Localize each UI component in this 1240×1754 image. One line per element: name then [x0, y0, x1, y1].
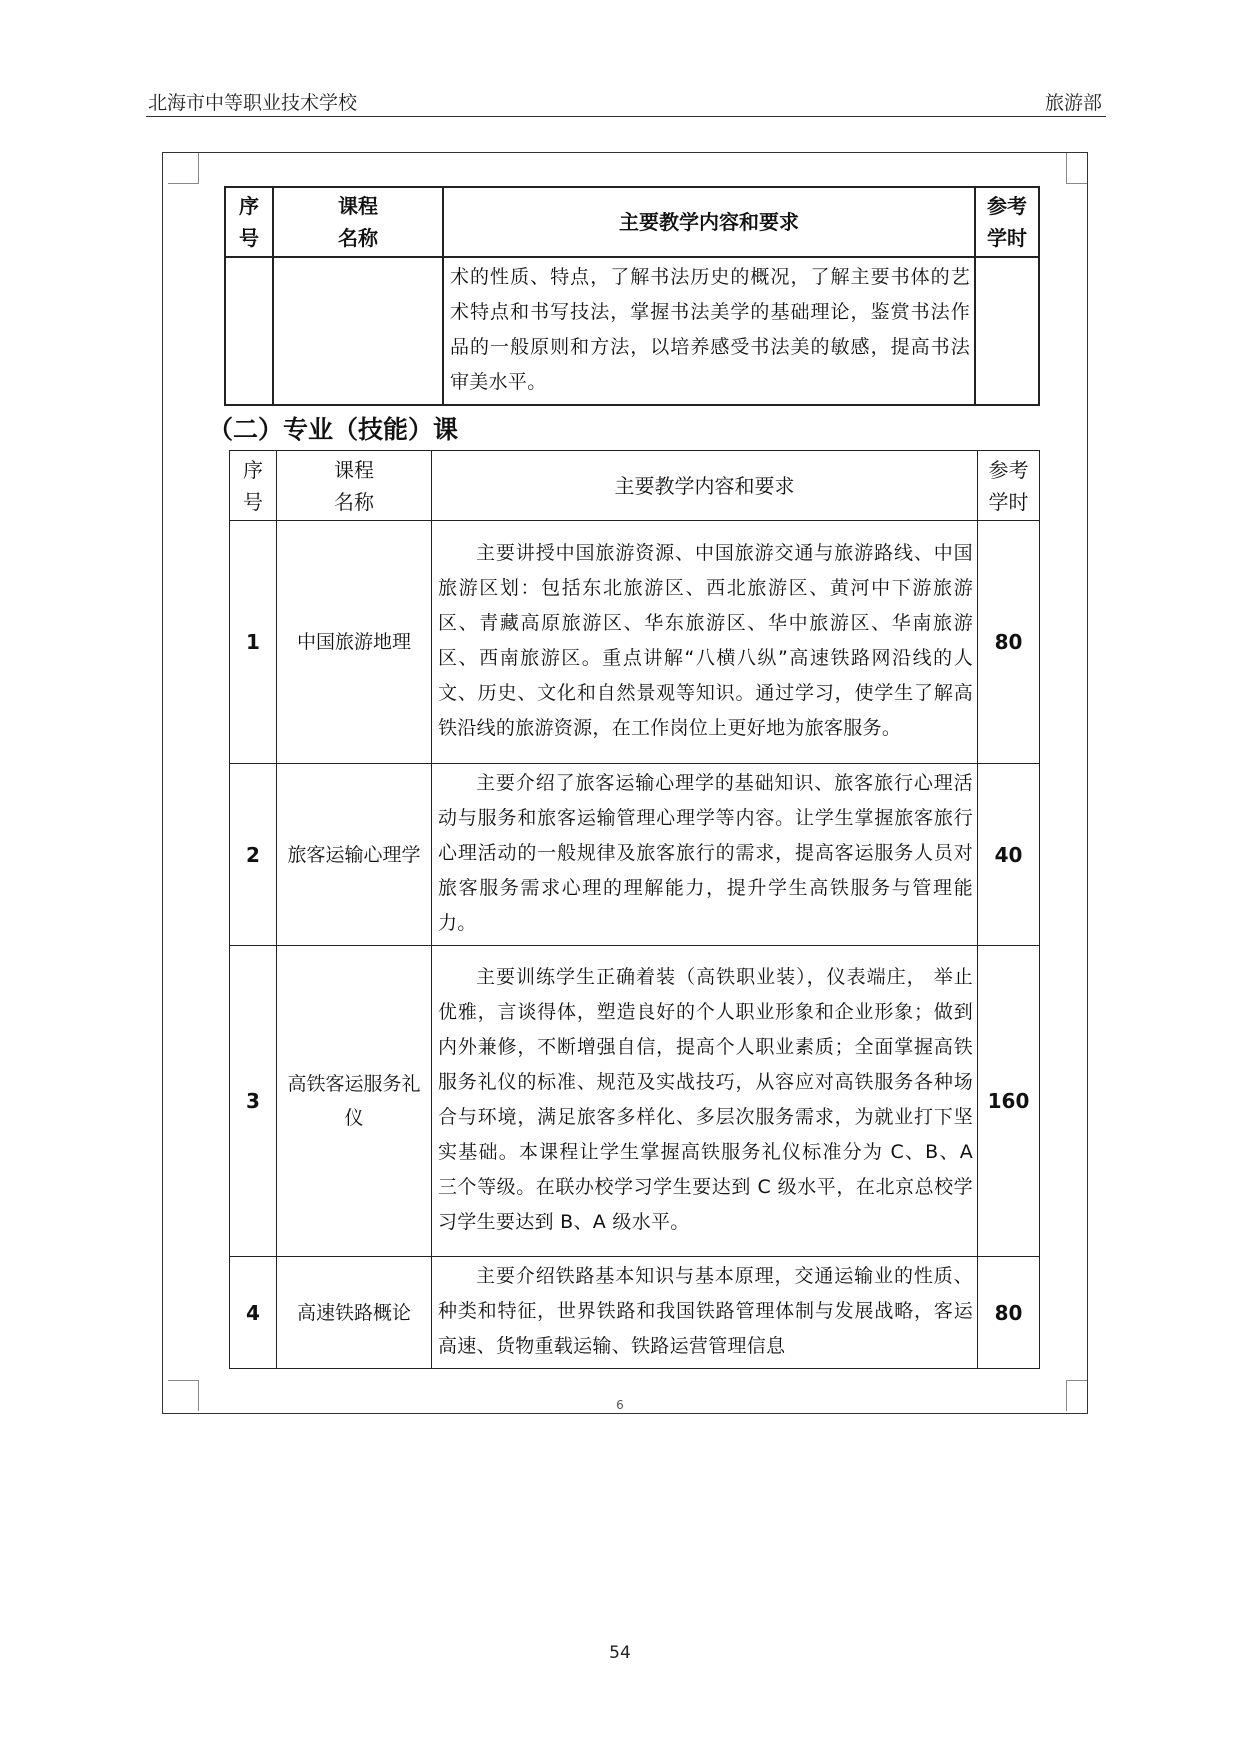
table-row [230, 1257, 1040, 1369]
header-content: 主要教学内容和要求 [443, 187, 975, 257]
header-course-line1: 课程 [338, 194, 378, 218]
page-number: 54 [609, 1643, 631, 1663]
cell-name: 高铁客运服务礼仪 [277, 946, 432, 1257]
header-department: 旅游部 [1044, 92, 1102, 114]
header-course-line1: 课程 [334, 457, 374, 482]
cell-name: 高速铁路概论 [277, 1257, 432, 1369]
crop-mark-top-left [168, 153, 199, 184]
table-header-row [225, 187, 1039, 257]
cell-seq [225, 257, 273, 405]
header-course-line2: 名称 [338, 226, 378, 250]
cell-content: 主要讲授中国旅游资源、中国旅游交通与旅游路线、中国旅游区划：包括东北旅游区、西北旅游区、黄河中下游旅游区、青藏高原旅游区、华东旅游区、华中旅游区、华南旅游区、西南旅游区。重点讲解“八横八纵”高速铁路网沿线的人文、历史、文化和自然景观等知识。通过学习，使学生了解高铁沿线的旅游资源，在工作岗位上更好地为旅客服务。 [432, 521, 978, 764]
header-school: 北海市中等职业技术学校 [148, 92, 358, 114]
header-course-line2: 名称 [334, 489, 374, 514]
header-hours [978, 451, 1040, 521]
cell-hours: 80 [978, 521, 1040, 764]
header-seq-line2: 号 [239, 226, 259, 250]
cell-name [273, 257, 443, 405]
header-seq [225, 187, 273, 257]
cell-hours: 40 [978, 764, 1040, 946]
cell-hours: 80 [978, 1257, 1040, 1369]
header-rule [146, 116, 1106, 117]
header-seq-line1: 序 [243, 457, 263, 482]
header-seq-line1: 序 [239, 194, 259, 218]
header-hours-line2: 学时 [987, 226, 1027, 250]
cell-seq: 1 [230, 521, 277, 764]
header-seq-line2: 号 [243, 489, 263, 514]
cell-name: 旅客运输心理学 [277, 764, 432, 946]
header-hours [975, 187, 1039, 257]
cell-hours [975, 257, 1039, 405]
section-title: （二）专业（技能）课 [208, 415, 459, 444]
general-course-table [224, 186, 1040, 406]
table-row [230, 764, 1040, 946]
cell-content: 主要介绍铁路基本知识与基本原理，交通运输业的性质、种类和特征，世界铁路和我国铁路管理体制与发展战略，客运高速、货物重载运输、铁路运营管理信息 [432, 1257, 978, 1369]
inner-page-number: 6 [616, 1398, 624, 1412]
header-hours-line2: 学时 [988, 489, 1029, 514]
table-row [225, 257, 1039, 405]
cell-seq: 3 [230, 946, 277, 1257]
crop-mark-top-right [1066, 153, 1087, 184]
cell-hours: 160 [978, 946, 1040, 1257]
table-row [230, 946, 1040, 1257]
cell-content: 主要训练学生正确着装（高铁职业装），仪表端庄， 举止优雅，言谈得体，塑造良好的个人职业形象和企业形象；做到内外兼修，不断增强自信，提高个人职业素质；全面掌握高铁服务礼仪的标准、规范及实战技巧，从容应对高铁服务各种场合与环境，满足旅客多样化、多层次服务需求，为就业打下坚实基础。本课程让学生掌握高铁服务礼仪标准分为 C、B、A 三个等级。在联办校学习学生要达到 C 级水平，在北京总校学习学生要达到 B、A 级水平。 [432, 946, 978, 1257]
header-seq [230, 451, 277, 521]
professional-course-table [229, 450, 1040, 1369]
header-hours-line1: 参考 [987, 194, 1027, 218]
header-course [273, 187, 443, 257]
table-row [230, 521, 1040, 764]
header-course [277, 451, 432, 521]
cell-seq: 2 [230, 764, 277, 946]
table-header-row [230, 451, 1040, 521]
header-content: 主要教学内容和要求 [432, 451, 978, 521]
cell-content: 术的性质、特点，了解书法历史的概况，了解主要书体的艺术特点和书写技法，掌握书法美学的基础理论，鉴赏书法作品的一般原则和方法，以培养感受书法美的敏感，提高书法审美水平。 [443, 257, 975, 405]
cell-seq: 4 [230, 1257, 277, 1369]
cell-name: 中国旅游地理 [277, 521, 432, 764]
cell-content: 主要介绍了旅客运输心理学的基础知识、旅客旅行心理活动与服务和旅客运输管理心理学等内容。让学生掌握旅客旅行心理活动的一般规律及旅客旅行的需求，提高客运服务人员对旅客服务需求心理的理解能力，提升学生高铁服务与管理能力。 [432, 764, 978, 946]
header-hours-line1: 参考 [988, 457, 1029, 482]
